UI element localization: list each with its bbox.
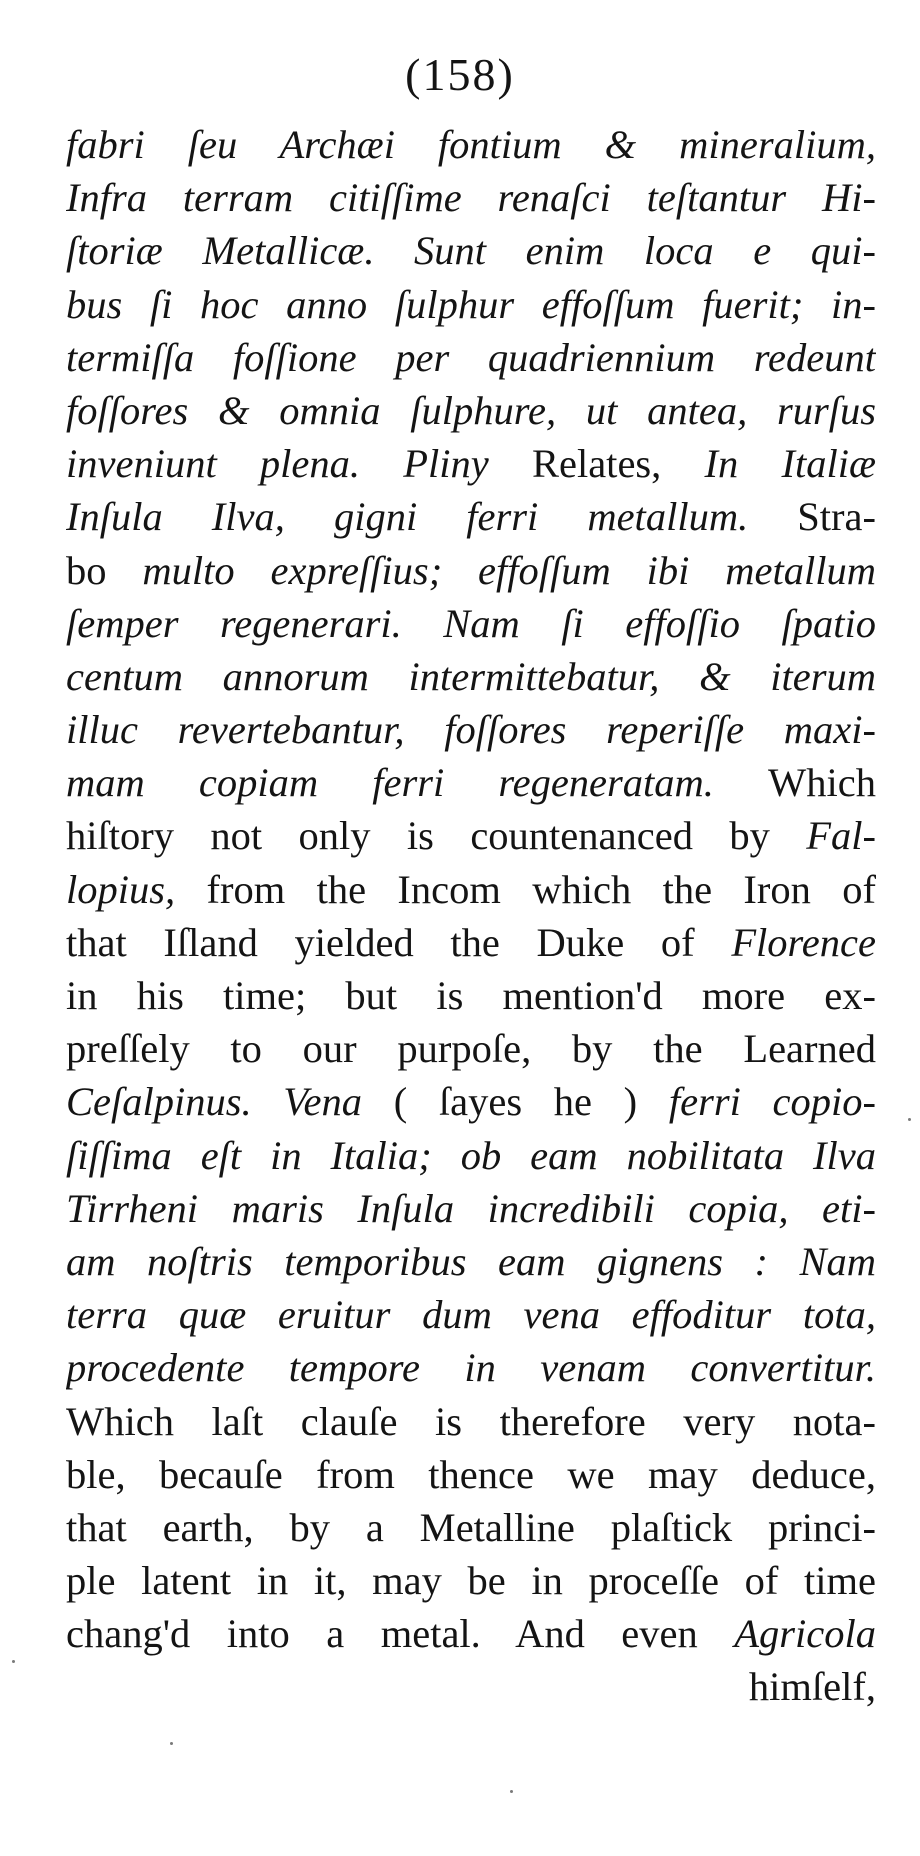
italic-text-run: ferri copio-: [668, 1079, 876, 1125]
text-line: [66, 1182, 876, 1235]
text-line: [66, 1075, 876, 1128]
roman-text-run: in his time; but is mention'd more ex-: [66, 973, 876, 1018]
italic-text-run: procedente tempore in venam convertitur.: [66, 1345, 876, 1391]
text-line: [66, 809, 876, 862]
text-line: [66, 224, 876, 277]
text-line: [66, 756, 876, 809]
ink-speck: [510, 1790, 513, 1793]
text-line: [66, 650, 876, 703]
italic-text-run: illuc revertebantur, foſſores reperiſſe maxi-: [66, 707, 876, 753]
text-line: [66, 544, 876, 597]
italic-text-run: In Italiæ: [704, 441, 876, 487]
text-line: [66, 171, 876, 224]
text-line: [66, 1288, 876, 1341]
catchword: himſelf,: [748, 1664, 876, 1710]
text-line: [66, 1501, 876, 1554]
italic-text-run: ſiſſima eſt in Italia; ob eam nobilitata Ilva: [66, 1132, 876, 1178]
page-number: (158): [405, 49, 515, 100]
text-line: [66, 703, 876, 756]
text-line: [66, 118, 876, 171]
roman-text-run: preſſely to our purpoſe, by the Learned: [66, 1026, 876, 1072]
roman-text-run: Which laſt clauſe is therefore very nota-: [66, 1398, 876, 1444]
italic-text-run: Florence: [731, 919, 876, 965]
italic-text-run: bus ſi hoc anno ſulphur effoſſum fuerit; in-: [66, 281, 876, 327]
roman-text-run: ble, becauſe from thence we may deduce,: [66, 1451, 876, 1497]
roman-text-run: hiſtory not only is countenanced by: [66, 813, 807, 859]
text-line: [66, 1022, 876, 1075]
italic-text-run: ſemper regenerari. Nam ſi effoſſio ſpatio: [66, 600, 876, 646]
text-line: [66, 916, 876, 969]
body-text: [66, 118, 876, 1714]
text-line: [66, 331, 876, 384]
roman-text-run: ( ſayes he ): [393, 1079, 669, 1125]
text-line: [66, 1395, 876, 1448]
text-line: [66, 437, 876, 490]
italic-text-run: terra quæ eruitur dum vena effoditur tota,: [66, 1292, 876, 1338]
italic-text-run: foſſores & omnia ſulphure, ut antea, rurſus: [66, 387, 876, 433]
italic-text-run: ſtoriæ Metallicæ. Sunt enim loca e qui-: [66, 228, 876, 274]
italic-text-run: multo expreſſius; effoſſum ibi metallum: [142, 547, 876, 593]
italic-text-run: centum annorum intermittebatur, & iterum: [66, 653, 876, 699]
italic-text-run: am noſtris temporibus eam gignens : Nam: [66, 1238, 876, 1284]
roman-text-run: bo: [66, 547, 143, 593]
text-line: [66, 278, 876, 331]
roman-text-run: ple latent in it, may be in proceſſe of time: [66, 1558, 876, 1604]
text-line: [66, 1448, 876, 1501]
roman-text-run: Which: [768, 760, 876, 806]
text-line: [66, 1235, 876, 1288]
italic-text-run: mam copiam ferri regeneratam.: [66, 760, 769, 806]
catchword-line: [66, 1660, 876, 1713]
ink-speck: [170, 1742, 173, 1745]
text-line: [66, 1341, 876, 1394]
ink-speck: [908, 1118, 911, 1121]
text-line: [66, 597, 876, 650]
text-line: [66, 863, 876, 916]
italic-text-run: termiſſa foſſione per quadriennium redeunt: [66, 334, 876, 380]
roman-text-run: Relates,: [531, 441, 705, 487]
italic-text-run: Inſula Ilva, gigni ferri metallum.: [66, 494, 798, 540]
italic-text-run: Agricola: [734, 1611, 876, 1657]
text-line: [66, 1554, 876, 1607]
italic-text-run: Fal-: [806, 813, 876, 859]
text-line: [66, 384, 876, 437]
text-line: [66, 490, 876, 543]
ink-speck: [12, 1660, 15, 1663]
roman-text-run: that earth, by a Metalline plaſtick princi-: [66, 1504, 876, 1550]
italic-text-run: fabri ſeu Archæi fontium & mineralium,: [66, 122, 876, 167]
italic-text-run: Ceſalpinus. Vena: [66, 1079, 394, 1125]
text-line: [66, 969, 876, 1022]
roman-text-run: from the Incom which the Iron of: [206, 866, 876, 912]
italic-text-run: inveniunt plena. Pliny: [66, 441, 532, 487]
italic-text-run: Tirrheni maris Inſula incredibili copia, eti-: [66, 1185, 876, 1231]
text-line: [66, 1607, 876, 1660]
text-line: [66, 1129, 876, 1182]
roman-text-run: that Iſland yielded the Duke of: [66, 919, 732, 965]
roman-text-run: chang'd into a metal. And even: [66, 1611, 735, 1657]
roman-text-run: Stra-: [797, 494, 876, 540]
italic-text-run: Infra terram citiſſime renaſci teſtantur Hi-: [66, 175, 876, 221]
italic-text-run: lopius,: [66, 866, 207, 912]
